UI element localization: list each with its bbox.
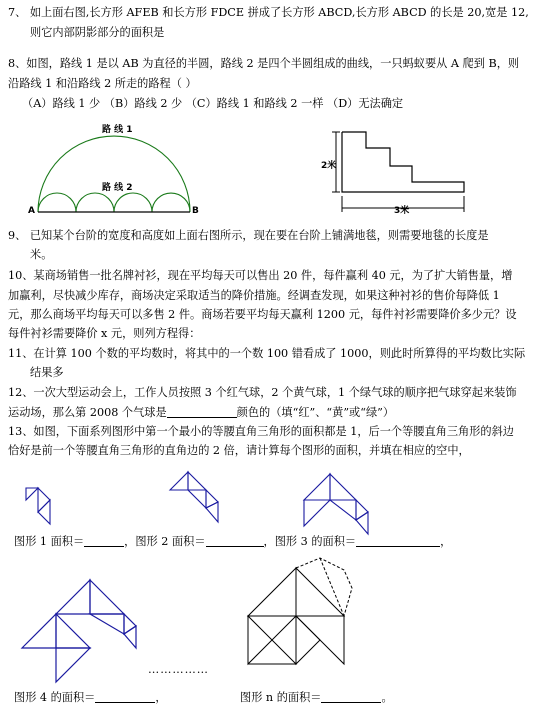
route-2-small-semicircles [38, 193, 190, 212]
ellipsis-dots: …………… [148, 663, 209, 676]
q13-line2: 恰好是前一个等腰直角三角形的直角边的 2 倍，请计算每个图形的面积，并填在相应的空中， [8, 444, 470, 457]
fig2-area-label: ，图形 2 面积＝ [124, 535, 206, 548]
q9-line1: 9、 已知某个台阶的宽度和高度如上面右图所示，现在要在台阶上铺满地毯，则需要地毯的长度是 [8, 229, 489, 242]
fig4-area-blank[interactable] [95, 690, 155, 703]
q7-line1: 7、 如上面右图,长方形 AFEB 和长方形 FDCE 拼成了长方形 ABCD,长方形 ABCD 的长是 20,宽是 12, [8, 6, 529, 19]
answers-row-2b [240, 690, 393, 705]
route-2-label: 路 线 2 [102, 183, 133, 193]
q9-line2: 米。 [30, 248, 53, 261]
fig4-area-label: 图形 4 的面积＝ [14, 691, 96, 704]
answers-row-1 [14, 534, 451, 549]
figure-3 [300, 470, 380, 540]
stairs-outline [342, 132, 464, 192]
fig3-area-label: ，图形 3 的面积＝ [263, 535, 357, 548]
q8-line1: 8、如图，路线 1 是以 AB 为直径的半圆，路线 2 是四个半圆组成的曲线，一只蚂蚁要从 A 爬到 B，则 [8, 57, 520, 70]
point-b-label: B [192, 206, 199, 216]
answers-row-2 [14, 690, 167, 705]
q12-answer-blank[interactable] [167, 405, 237, 418]
q11-line2: 结果多 [30, 366, 64, 379]
fign-area-end: 。 [381, 691, 393, 704]
fig4-area-end: ， [155, 691, 167, 704]
q12-line2 [8, 405, 394, 420]
q13-line1: 13、如图，下面系列图形中第一个最小的等腰直角三角形的面积都是 1，后一个等腰直角三角形的斜边 [8, 425, 514, 438]
height-label: 2米 [321, 161, 337, 171]
fign-area-blank[interactable] [321, 690, 381, 703]
q10-line2: 加赢利，尽快减少库存，商场决定采取适当的降价措施。经调查发现，如果这种衬衫的售价每降低 1 [8, 289, 500, 302]
q12-line2-start: 运动场，那么第 2008 个气球是 [8, 406, 167, 419]
fig1-area-blank[interactable] [84, 534, 124, 547]
semicircle-routes-figure [22, 120, 222, 220]
q11-line1: 11、在计算 100 个数的平均数时，将其中的一个数 100 错看成了 1000，则此时所算得的平均数比实际 [8, 347, 526, 360]
route-1-semicircle [38, 136, 190, 212]
figure-1 [20, 484, 60, 534]
fig1-area-label: 图形 1 面积＝ [14, 535, 85, 548]
fign-area-label: 图形 n 的面积＝ [240, 691, 322, 704]
fig3-area-end: ， [440, 535, 452, 548]
q8-options: （A）路线 1 少 （B）路线 2 少 （C）路线 1 和路线 2 一样 （D）无法确定 [22, 97, 404, 110]
q7-line2: 则它内部阴影部分的面积是 [30, 26, 165, 39]
fig2-area-blank[interactable] [206, 534, 264, 547]
figure-2 [160, 470, 230, 530]
q10-line3: 元，那么商场平均每天可以多售 2 件。商场若要平均每天赢利 1200 元，每件衬衫需要降价多少元？设 [8, 308, 517, 321]
figure-n [240, 556, 380, 686]
q12-line1: 12、一次大型运动会上，工作人员按照 3 个红气球，2 个黄气球，1 个绿气球的顺序把气球穿起来装饰 [8, 386, 517, 399]
fig3-area-blank[interactable] [356, 534, 440, 547]
q10-line1: 10、某商场销售一批名牌衬衫，现在平均每天可以售出 20 件，每件赢利 40 元，为了扩大销售量，增 [8, 269, 513, 282]
q12-line2-end: 颜色的（填“红”、“黄”或“绿”） [236, 406, 395, 419]
q10-line4: 每件衬衫需要降价 x 元，则列方程得： [8, 327, 201, 340]
figure-4 [16, 574, 156, 684]
point-a-label: A [28, 206, 35, 216]
width-label: 3米 [394, 206, 410, 216]
q8-line2: 沿路线 1 和沿路线 2 所走的路程（ ） [8, 77, 197, 90]
stairs-figure [318, 126, 478, 216]
route-1-label: 路 线 1 [102, 125, 133, 135]
